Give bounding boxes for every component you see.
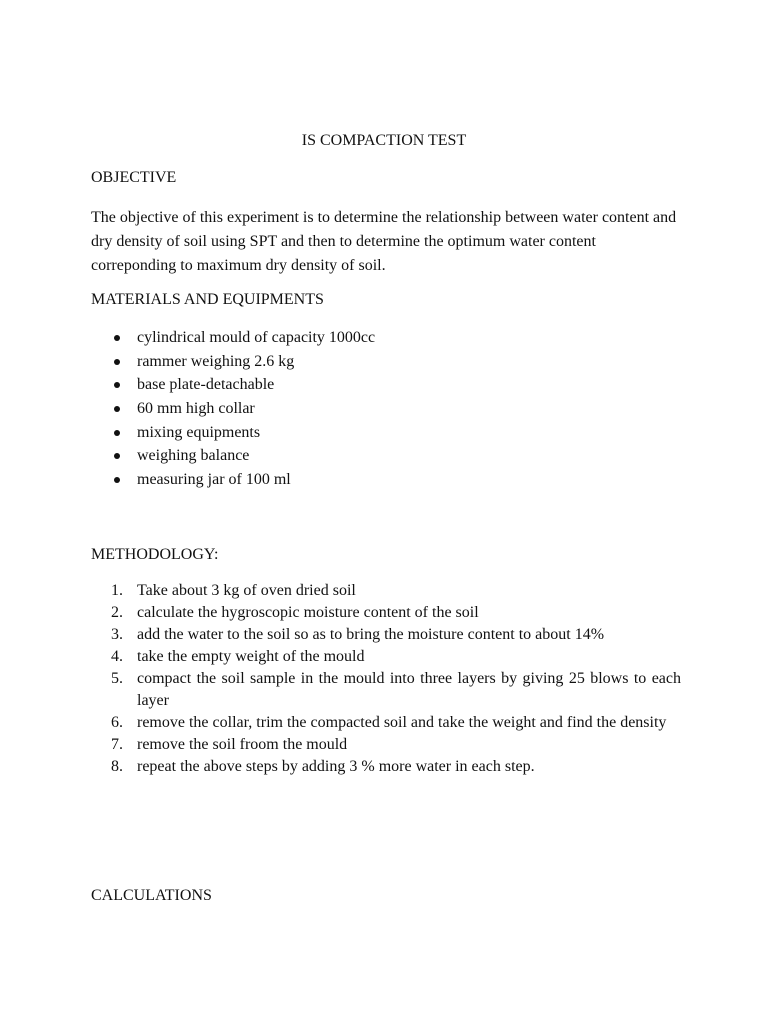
list-item [91,624,681,646]
list-item [91,444,375,468]
step-number: 8. [111,758,123,775]
materials-list [91,326,375,492]
objective-paragraph: The objective of this experiment is to determine the relationship between water content and dry density of soil using SPT and then to determine the optimum water content correponding to maximum dry density of soil. [91,209,677,274]
materials-heading: MATERIALS AND EQUIPMENTS [91,291,324,308]
list-item [91,602,681,624]
list-item [91,734,681,756]
step-text: add the water to the soil so as to bring the moisture content to about 14% [137,626,605,643]
list-item [91,326,375,350]
bullet-icon [114,453,120,459]
list-item [91,712,681,734]
bullet-icon [114,406,120,412]
calculations-heading: CALCULATIONS [91,887,212,904]
step-text: calculate the hygroscopic moisture content of the soil [137,604,479,621]
list-item [91,468,375,492]
step-number: 6. [111,714,123,731]
step-text: compact the soil sample in the mould into three layers by giving 25 blows to each layer [137,670,681,709]
bullet-icon [114,430,120,436]
list-item [91,373,375,397]
bullet-icon [114,382,120,388]
list-item-text: cylindrical mould of capacity 1000cc [137,329,376,346]
list-item [91,350,375,374]
list-item-text: rammer weighing 2.6 kg [137,352,295,370]
list-item-text: base plate-detachable [137,376,275,394]
step-number: 7. [111,736,123,753]
list-item [91,646,681,668]
list-item [91,421,375,445]
document-title: IS COMPACTION TEST [301,132,467,149]
step-text: repeat the above steps by adding 3 % more water in each step. [137,758,535,775]
list-item-text: measuring jar of 100 ml [137,471,291,489]
bullet-icon [114,335,120,341]
step-number: 1. [111,582,123,599]
objective-heading: OBJECTIVE [91,169,177,186]
list-item-text: mixing equipments [137,423,261,441]
bullet-icon [114,477,120,483]
step-number: 4. [111,648,123,665]
step-text: remove the collar, trim the compacted soil and take the weight and find the density [137,714,667,731]
step-number: 2. [111,604,123,621]
list-item [91,397,375,421]
step-number: 5. [111,670,123,687]
bullet-icon [114,359,120,365]
step-number: 3. [111,626,123,643]
list-item [91,580,681,602]
list-item-text: weighing balance [137,447,250,465]
list-item-text: 60 mm high collar [137,400,255,418]
methodology-heading: METHODOLOGY: [91,546,219,563]
list-item [91,668,681,712]
step-text: take the empty weight of the mould [137,648,365,665]
methodology-steps [91,580,681,778]
list-item [91,756,681,778]
step-text: Take about 3 kg of oven dried soil [137,582,356,599]
step-text: remove the soil froom the mould [137,736,348,753]
